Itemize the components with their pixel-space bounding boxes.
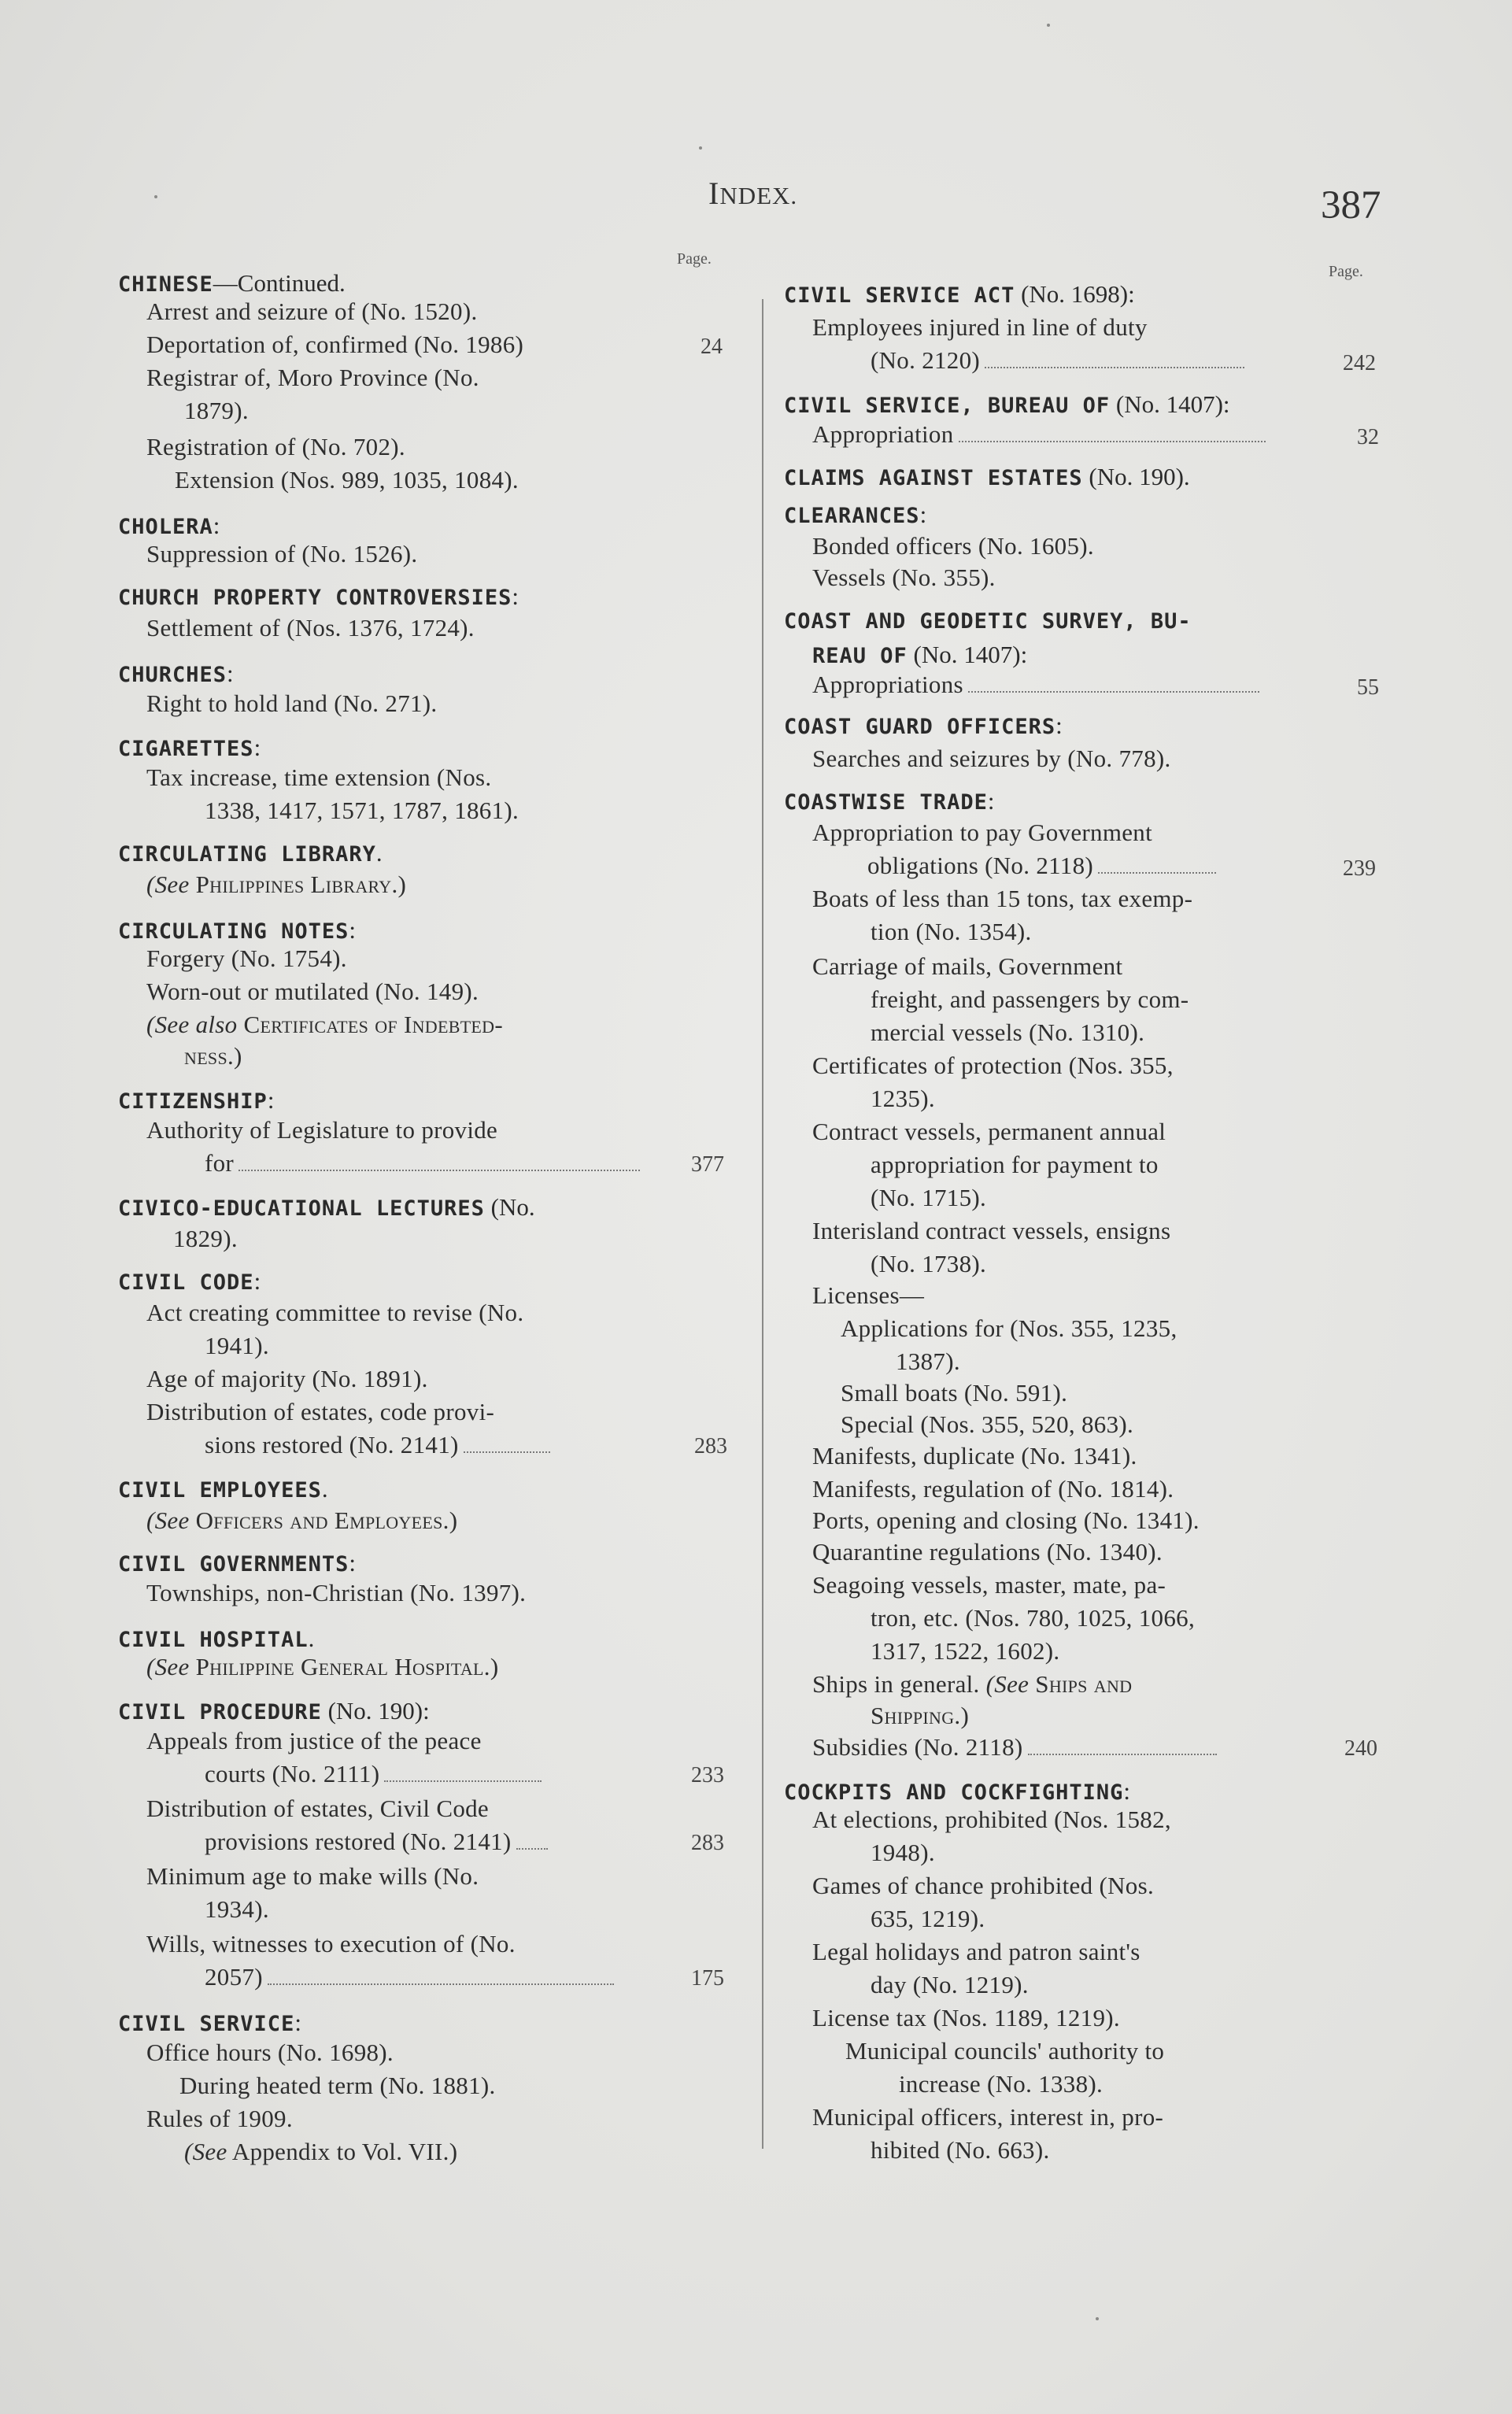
entry-line: Suppression of (No. 1526). <box>146 540 418 567</box>
entry-line: Licenses— <box>812 1281 925 1309</box>
entry-line: Distribution of estates, Civil Code <box>146 1795 489 1822</box>
entry-line: Manifests, regulation of (No. 1814). <box>812 1475 1174 1503</box>
entry-heading-cockpits: COCKPITS AND COCKFIGHTING: <box>784 1777 1131 1805</box>
entry-line: Ports, opening and closing (No. 1341). <box>812 1506 1200 1534</box>
entry-line: mercial vessels (No. 1310). <box>871 1018 1145 1046</box>
entry-line: Extension (Nos. 989, 1035, 1084). <box>175 466 519 494</box>
entry-line: Manifests, duplicate (No. 1341). <box>812 1442 1137 1469</box>
page-col-label-right: Page. <box>1329 263 1363 280</box>
entry-heading-civil-service: CIVIL SERVICE: <box>118 2009 301 2036</box>
entry-heading-cigarettes: CIGARETTES: <box>118 734 261 761</box>
entry-line: day (No. 1219). <box>871 1971 1029 1998</box>
entry-heading-clearances: CLEARANCES: <box>784 501 927 528</box>
entry-line: Appropriation <box>812 420 1266 449</box>
paper-speck <box>699 146 702 150</box>
entry-line: Vessels (No. 355). <box>812 564 996 591</box>
paper-speck <box>1047 24 1050 27</box>
entry-line: Quarantine regulations (No. 1340). <box>812 1538 1163 1566</box>
entry-line: Municipal councils' authority to <box>845 2037 1165 2065</box>
cross-reference: (See Appendix to Vol. VII.) <box>184 2138 458 2165</box>
entry-heading-civil-hospital: CIVIL HOSPITAL. <box>118 1625 315 1652</box>
entry-heading-churches: CHURCHES: <box>118 660 234 687</box>
page-ref: 377 <box>691 1152 724 1177</box>
entry-line: Distribution of estates, code provi- <box>146 1398 495 1425</box>
entry-line: Appropriations <box>812 671 1259 699</box>
entry-line: sions restored (No. 2141) <box>205 1431 550 1459</box>
entry-line: tron, etc. (Nos. 780, 1025, 1066, <box>871 1604 1195 1632</box>
entry-line: License tax (Nos. 1189, 1219). <box>812 2004 1120 2031</box>
entry-heading-civil-service-act: CIVIL SERVICE ACT (No. 1698): <box>784 280 1135 308</box>
entry-heading-civil-code: CIVIL CODE: <box>118 1267 261 1295</box>
entry-line: Special (Nos. 355, 520, 863). <box>841 1410 1134 1438</box>
entry-line: Wills, witnesses to execution of (No. <box>146 1930 516 1957</box>
page-ref: 233 <box>691 1763 724 1787</box>
cross-reference: (See Philippine General Hospital.) <box>146 1653 499 1680</box>
entry-line: Games of chance prohibited (Nos. <box>812 1872 1154 1899</box>
entry-line: Employees injured in line of duty <box>812 313 1148 341</box>
entry-heading-civico-educational: CIVICO-EDUCATIONAL LECTURES (No. <box>118 1193 535 1221</box>
entry-line: 2057) <box>205 1963 614 1991</box>
page-ref: 175 <box>691 1966 724 1991</box>
entry-line: Municipal officers, interest in, pro- <box>812 2103 1164 2131</box>
entry-line: (No. 2120) <box>871 346 1244 375</box>
entry-line: Rules of 1909. <box>146 2105 293 2132</box>
entry-line: Certificates of protection (Nos. 355, <box>812 1052 1174 1079</box>
entry-heading-claims-against-estates: CLAIMS AGAINST ESTATES (No. 190). <box>784 463 1190 490</box>
entry-line: (No. 1738). <box>871 1250 987 1277</box>
entry-line: (No. 1715). <box>871 1184 987 1211</box>
page-ref: 283 <box>694 1434 727 1458</box>
entry-line: Small boats (No. 591). <box>841 1379 1068 1407</box>
entry-line: Age of majority (No. 1891). <box>146 1365 428 1392</box>
page-ref: 32 <box>1357 425 1379 449</box>
entry-line: Legal holidays and patron saint's <box>812 1938 1140 1965</box>
entry-heading-circulating-notes: CIRCULATING NOTES: <box>118 916 356 944</box>
entry-line: Act creating committee to revise (No. <box>146 1299 524 1326</box>
entry-heading-civil-employees: CIVIL EMPLOYEES. <box>118 1475 328 1503</box>
entry-line: Subsidies (No. 2118) <box>812 1733 1217 1762</box>
page-header-title: INDEX. <box>708 176 798 211</box>
paper-speck <box>1096 2317 1099 2320</box>
entry-line: tion (No. 1354). <box>871 918 1032 945</box>
entry-line: increase (No. 1338). <box>899 2070 1104 2098</box>
entry-line-ships: Ships in general. (See Ships and <box>812 1670 1133 1698</box>
entry-heading-circulating-library: CIRCULATING LIBRARY. <box>118 839 383 867</box>
entry-line: Settlement of (Nos. 1376, 1724). <box>146 614 475 641</box>
entry-line: 1317, 1522, 1602). <box>871 1637 1060 1665</box>
entry-heading-coast-geodetic-survey: COAST AND GEODETIC SURVEY, BU- <box>784 609 1192 634</box>
cross-reference-cont: Shipping.) <box>871 1702 970 1729</box>
entry-heading-civil-procedure: CIVIL PROCEDURE (No. 190): <box>118 1697 430 1725</box>
entry-heading-coast-guard-officers: COAST GUARD OFFICERS: <box>784 712 1063 739</box>
entry-line: Interisland contract vessels, ensigns <box>812 1217 1171 1244</box>
entry-line: Appeals from justice of the peace <box>146 1727 482 1754</box>
entry-line: Arrest and seizure of (No. 1520). <box>146 298 478 325</box>
page-ref: 242 <box>1343 351 1376 375</box>
entry-heading-coast-geodetic-survey-cont: REAU OF (No. 1407): <box>812 641 1028 668</box>
entry-line: 1829). <box>173 1225 238 1252</box>
entry-heading-civil-governments: CIVIL GOVERNMENTS: <box>118 1549 356 1577</box>
entry-line: Tax increase, time extension (Nos. <box>146 763 492 791</box>
entry-line: Minimum age to make wills (No. <box>146 1862 479 1890</box>
entry-heading-cholera: CHOLERA: <box>118 512 220 539</box>
entry-line: During heated term (No. 1881). <box>179 2072 496 2099</box>
column-divider <box>762 299 763 2149</box>
cross-reference: (See Philippines Library.) <box>146 871 407 898</box>
cross-reference-cont: ness.) <box>184 1042 242 1070</box>
entry-line: provisions restored (No. 2141) <box>205 1828 548 1856</box>
entry-line: appropriation for payment to <box>871 1151 1159 1178</box>
page-number: 387 <box>1321 183 1381 227</box>
entry-line: Boats of less than 15 tons, tax exemp- <box>812 885 1193 912</box>
page-ref: 55 <box>1357 675 1379 700</box>
entry-line: Registrar of, Moro Province (No. <box>146 364 479 391</box>
entry-line: Appropriation to pay Government <box>812 819 1153 846</box>
entry-line: 1235). <box>871 1085 935 1112</box>
page-ref: 240 <box>1344 1736 1377 1761</box>
entry-line: hibited (No. 663). <box>871 2136 1050 2164</box>
entry-line: 1387). <box>896 1347 960 1375</box>
entry-line: freight, and passengers by com- <box>871 985 1189 1013</box>
entry-line: for <box>205 1149 640 1177</box>
entry-line: courts (No. 2111) <box>205 1760 542 1788</box>
entry-line: Townships, non-Christian (No. 1397). <box>146 1579 527 1606</box>
entry-line: At elections, prohibited (Nos. 1582, <box>812 1806 1171 1833</box>
entry-line: Applications for (Nos. 355, 1235, <box>841 1314 1177 1342</box>
entry-line: Worn-out or mutilated (No. 149). <box>146 978 479 1005</box>
entry-line: Registration of (No. 702). <box>146 433 405 460</box>
entry-line: obligations (No. 2118) <box>867 852 1216 880</box>
entry-heading-coastwise-trade: COASTWISE TRADE: <box>784 787 995 815</box>
entry-line: 635, 1219). <box>871 1905 985 1932</box>
entry-line: 1941). <box>205 1332 269 1359</box>
entry-line: 1948). <box>871 1839 935 1866</box>
entry-line: Authority of Legislature to provide <box>146 1116 498 1144</box>
cross-reference: (See also Certificates of Indebted- <box>146 1011 503 1038</box>
entry-line: Right to hold land (No. 271). <box>146 689 438 717</box>
entry-line: Seagoing vessels, master, mate, pa- <box>812 1571 1166 1599</box>
page-ref: 283 <box>691 1831 724 1855</box>
entry-heading-chinese: CHINESE—Continued. <box>118 269 346 297</box>
page-ref: 24 <box>701 335 723 359</box>
entry-line: Deportation of, confirmed (No. 1986) <box>146 331 524 358</box>
entry-line: Carriage of mails, Government <box>812 952 1123 980</box>
entry-line: Searches and seizures by (No. 778). <box>812 745 1171 772</box>
entry-line: Forgery (No. 1754). <box>146 945 347 972</box>
entry-heading-civil-service-bureau: CIVIL SERVICE, BUREAU OF (No. 1407): <box>784 390 1230 418</box>
entry-line: 1338, 1417, 1571, 1787, 1861). <box>205 797 519 824</box>
page-col-label-left: Page. <box>677 250 712 268</box>
entry-line: Bonded officers (No. 1605). <box>812 532 1094 560</box>
page-ref: 239 <box>1343 856 1376 881</box>
entry-heading-citizenship: CITIZENSHIP: <box>118 1086 275 1114</box>
entry-line: Office hours (No. 1698). <box>146 2039 394 2066</box>
entry-line: 1934). <box>205 1895 269 1923</box>
paper-speck <box>154 195 157 198</box>
entry-line: Contract vessels, permanent annual <box>812 1118 1166 1145</box>
entry-line: 1879). <box>184 397 249 424</box>
entry-heading-church-property: CHURCH PROPERTY CONTROVERSIES: <box>118 582 519 610</box>
cross-reference: (See Officers and Employees.) <box>146 1506 458 1534</box>
